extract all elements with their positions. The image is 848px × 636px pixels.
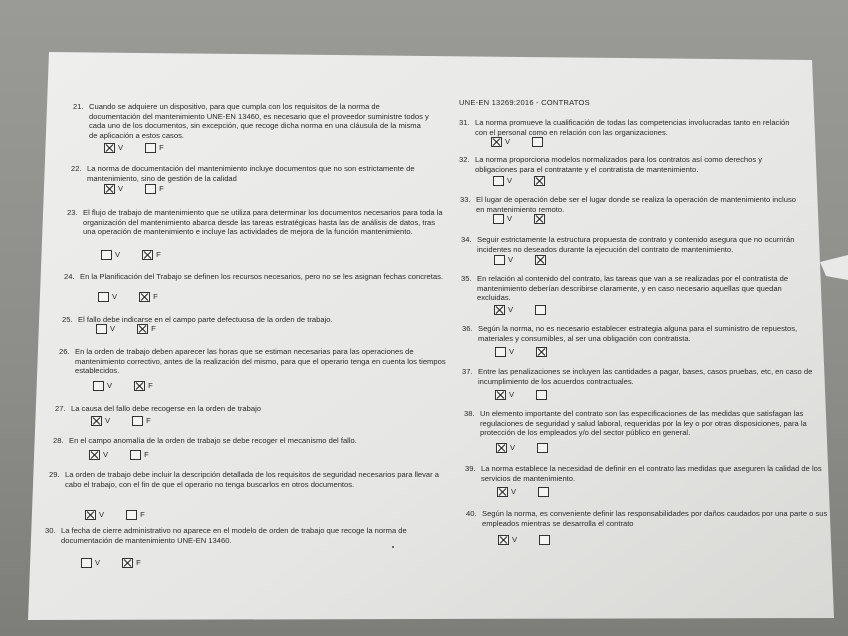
true-option-label: V (107, 381, 113, 390)
checked-checkbox[interactable] (89, 450, 100, 460)
true-option[interactable] (498, 535, 517, 545)
question-26 (59, 347, 447, 376)
question-text: En la Planificación del Trabajo se definen los recursos necesarios, pero no se les asignan fechas concretas. (80, 272, 444, 281)
false-option[interactable] (145, 143, 164, 153)
answer-options (495, 347, 572, 357)
checkbox[interactable] (493, 214, 504, 224)
false-option-label: F (159, 184, 164, 193)
answer-options (497, 487, 574, 497)
answer-options (496, 443, 573, 453)
true-option-label: V (105, 416, 111, 425)
question-number: 35. (461, 274, 472, 283)
checked-checkbox[interactable] (497, 487, 508, 497)
checkbox[interactable] (539, 535, 550, 545)
question-text: La fecha de cierre administrativo no aparece en el modelo de orden de trabajo que recoge la norma de documentación de mantenimiento UNE-EN 13460. (61, 526, 407, 545)
answer-options (494, 305, 571, 315)
checked-checkbox[interactable] (104, 143, 115, 153)
question-38 (464, 409, 826, 438)
true-option[interactable] (98, 292, 117, 302)
question-text: El lugar de operación debe ser el lugar donde se realiza la operación de mantenimiento incluso en mantenimiento remoto. (476, 195, 796, 214)
true-option[interactable] (491, 137, 510, 147)
question-text: Cuando se adquiere un dispositivo, para que cumpla con los requisitos de la norma de documentación del mantenimiento UNE-EN 13460, es necesario que el proveedor suministre todos y cada uno de los documentos, sin excepción, que recoge dicha norma en una cláusula de la misma de aplicación a estos casos. (89, 102, 429, 140)
checkbox[interactable] (535, 305, 546, 315)
question-text: La norma establece la necesidad de definir en el contrato las medidas que aseguren la calidad de los servicios de mantenimiento. (481, 464, 822, 483)
checked-checkbox[interactable] (495, 390, 506, 400)
question-text: La norma proporciona modelos normalizados para los contratos así como derechos y obligaciones para el contratante y el contratista de mantenimiento. (475, 155, 763, 174)
checked-checkbox[interactable] (91, 416, 102, 426)
checkbox[interactable] (132, 416, 143, 426)
checkbox[interactable] (96, 324, 107, 334)
question-31 (459, 118, 801, 137)
false-option[interactable] (538, 487, 552, 497)
true-option[interactable] (104, 143, 123, 153)
checkbox[interactable] (145, 143, 156, 153)
true-option-label: V (509, 347, 515, 356)
true-option[interactable] (494, 255, 513, 265)
true-option-label: V (99, 510, 105, 519)
checkbox[interactable] (536, 390, 547, 400)
answer-options (89, 450, 171, 460)
false-option-label: F (136, 558, 141, 567)
false-option-label: F (151, 324, 156, 333)
false-option-label: F (153, 292, 158, 301)
checkbox[interactable] (495, 347, 506, 357)
checked-checkbox[interactable] (534, 176, 545, 186)
checked-checkbox[interactable] (496, 443, 507, 453)
question-37 (462, 367, 822, 386)
false-option[interactable] (134, 381, 153, 391)
question-36 (462, 324, 818, 343)
true-option-label: V (112, 292, 118, 301)
answer-options (493, 176, 570, 186)
true-option-label: V (510, 443, 516, 452)
checked-checkbox[interactable] (491, 137, 502, 147)
question-22 (71, 164, 442, 183)
question-number: 40. (466, 509, 477, 518)
answer-options (498, 535, 575, 545)
question-text: En relación al contenido del contrato, las tareas que van a se realizadas por el contratista de mantenimiento deberían describirse claramente, y en caso necesario aquellas que quedan excluidas. (477, 274, 789, 303)
checked-checkbox[interactable] (85, 510, 96, 520)
checked-checkbox[interactable] (139, 292, 150, 302)
question-number: 26. (59, 347, 70, 356)
checked-checkbox[interactable] (137, 324, 148, 334)
question-text: La norma promueve la cualificación de todas las competencias involucradas tanto en relación con el personal como en relación con las organizaciones. (475, 118, 790, 137)
false-option[interactable] (139, 292, 158, 302)
checkbox[interactable] (538, 487, 549, 497)
pen-dot (392, 546, 394, 548)
false-option[interactable] (126, 510, 145, 520)
checkbox[interactable] (101, 250, 112, 260)
true-option-label: V (507, 176, 513, 185)
question-text: La causa del fallo debe recogerse en la orden de trabajo (71, 404, 261, 413)
true-option[interactable] (493, 214, 512, 224)
question-text: Un elemento importante del contrato son las especificaciones de las medidas que satisfagan las regulaciones de seguridad y salud laboral, requeridas por la ley o por otras disposiciones, para la protección de los empleados y/o del sector público en general. (480, 409, 807, 438)
checkbox[interactable] (126, 510, 137, 520)
true-option[interactable] (496, 443, 515, 453)
question-number: 25. (62, 315, 73, 324)
question-number: 34. (461, 235, 472, 244)
true-option-label: V (103, 450, 109, 459)
question-29 (49, 470, 449, 489)
question-23 (67, 208, 445, 237)
answer-options (101, 250, 183, 260)
false-option[interactable] (122, 558, 141, 568)
false-option[interactable] (534, 214, 548, 224)
true-option[interactable] (493, 176, 512, 186)
true-option[interactable] (104, 184, 123, 194)
question-text: La orden de trabajo debe incluir la descripción detallada de los requisitos de seguridad necesarios para llevar a cabo el trabajo, con el fin de que el operario no tenga buscarlos en otros documentos. (65, 470, 440, 489)
checkbox[interactable] (532, 137, 543, 147)
false-option[interactable] (132, 416, 151, 426)
question-39 (465, 464, 829, 483)
true-option-label: V (508, 255, 514, 264)
true-option-label: V (118, 184, 124, 193)
question-number: 27. (55, 404, 66, 413)
question-text: En la orden de trabajo deben aparecer las horas que se estiman necesarias para las operaciones de mantenimiento correctivo, antes de la realización del mismo, para que el operario tenga en cuenta los tiempos establecidos. (75, 347, 446, 376)
question-number: 24. (64, 272, 75, 281)
false-option-label: F (140, 510, 145, 519)
question-number: 30. (45, 526, 56, 535)
question-number: 36. (462, 324, 473, 333)
answer-options (81, 558, 163, 568)
true-option[interactable] (495, 390, 514, 400)
document-header: UNE-EN 13269:2016 - CONTRATOS (459, 98, 590, 107)
false-option[interactable] (145, 184, 164, 194)
question-33 (460, 195, 806, 214)
answer-options (91, 416, 173, 426)
question-text: El flujo de trabajo de mantenimiento que se utiliza para determinar los documentos necesarios para toda la organización del mantenimiento abarca desde las tareas estratégicas hasta las de análisis de datos, tras una operación de mantenimiento e incluye las actividades de mejora de la función mantenimiento. (83, 208, 443, 237)
true-option[interactable] (93, 381, 112, 391)
question-number: 31. (459, 118, 470, 127)
question-number: 38. (464, 409, 475, 418)
question-30 (45, 526, 451, 545)
question-number: 22. (71, 164, 82, 173)
true-option-label: V (110, 324, 116, 333)
question-text: Entre las penalizaciones se incluyen las cantidades a pagar, bases, casos pruebas, etc, en caso de incumplimiento de los acuerdos contractuales. (478, 367, 813, 386)
false-option-label: F (144, 450, 149, 459)
question-text: Seguir estrictamente la estructura propuesta de contrato y contenido asegura que no ocurrirán incidentes no deseados durante la ejecución del contrato de mantenimiento. (477, 235, 795, 254)
checkbox[interactable] (494, 255, 505, 265)
true-option-label: V (95, 558, 101, 567)
true-option[interactable] (89, 450, 108, 460)
true-option-label: V (512, 535, 518, 544)
question-number: 21. (73, 102, 84, 111)
question-text: La norma de documentación del mantenimiento incluye documentos que no son estrictamente de mantenimiento, sino de gestión de la calidad (87, 164, 415, 183)
checkbox[interactable] (537, 443, 548, 453)
checkbox[interactable] (130, 450, 141, 460)
answer-options (104, 184, 186, 194)
true-option[interactable] (91, 416, 110, 426)
false-option[interactable] (137, 324, 156, 334)
question-number: 33. (460, 195, 471, 204)
question-text: Según la norma, no es necesario establecer estrategia alguna para el suministro de repuestos, materiales y consumibles, al ser una obligación con contratista. (478, 324, 798, 343)
true-option-label: V (507, 214, 513, 223)
false-option[interactable] (539, 535, 553, 545)
checkbox[interactable] (81, 558, 92, 568)
checkbox[interactable] (93, 381, 104, 391)
question-text: El fallo debe indicarse en el campo parte defectuosa de la orden de trabajo. (78, 315, 333, 324)
checked-checkbox[interactable] (535, 255, 546, 265)
answer-options (104, 143, 186, 153)
true-option-label: V (115, 250, 121, 259)
false-option[interactable] (130, 450, 149, 460)
question-number: 29. (49, 470, 60, 479)
question-32 (459, 155, 803, 174)
true-option-label: V (505, 137, 511, 146)
checkbox[interactable] (98, 292, 109, 302)
false-option[interactable] (142, 250, 161, 260)
false-option[interactable] (535, 255, 549, 265)
answer-options (93, 381, 175, 391)
checked-checkbox[interactable] (498, 535, 509, 545)
answer-options (96, 324, 178, 334)
question-number: 32. (459, 155, 470, 164)
true-option[interactable] (497, 487, 516, 497)
answer-options (85, 510, 167, 520)
answer-options (491, 137, 568, 147)
question-number: 37. (462, 367, 473, 376)
false-option[interactable] (537, 443, 551, 453)
question-number: 23. (67, 208, 78, 217)
question-28 (53, 436, 447, 446)
true-option[interactable] (495, 347, 514, 357)
true-option-label: V (508, 305, 514, 314)
false-option[interactable] (536, 390, 550, 400)
question-40 (466, 509, 832, 528)
checkbox[interactable] (493, 176, 504, 186)
true-option[interactable] (494, 305, 513, 315)
question-number: 39. (465, 464, 476, 473)
true-option[interactable] (85, 510, 104, 520)
question-text: En el campo anomalía de la orden de trabajo se debe recoger el mecanismo del fallo. (69, 436, 357, 445)
checked-checkbox[interactable] (142, 250, 153, 260)
false-option-label: F (156, 250, 161, 259)
question-35 (461, 274, 815, 303)
checked-checkbox[interactable] (534, 214, 545, 224)
checkbox[interactable] (145, 184, 156, 194)
true-option-label: V (509, 390, 515, 399)
false-option[interactable] (535, 305, 549, 315)
answer-options (495, 390, 572, 400)
question-21 (73, 102, 431, 140)
false-option-label: F (146, 416, 151, 425)
checked-checkbox[interactable] (122, 558, 133, 568)
true-option[interactable] (101, 250, 120, 260)
false-option-label: F (159, 143, 164, 152)
question-27 (55, 404, 441, 414)
true-option[interactable] (96, 324, 115, 334)
checked-checkbox[interactable] (134, 381, 145, 391)
true-option-label: V (511, 487, 517, 496)
true-option[interactable] (81, 558, 100, 568)
false-option[interactable] (532, 137, 546, 147)
checked-checkbox[interactable] (104, 184, 115, 194)
question-number: 28. (53, 436, 64, 445)
true-option-label: V (118, 143, 124, 152)
false-option[interactable] (534, 176, 548, 186)
false-option[interactable] (536, 347, 550, 357)
checked-checkbox[interactable] (536, 347, 547, 357)
false-option-label: F (148, 381, 153, 390)
answer-options (98, 292, 180, 302)
question-text: Según la norma, es conveniente definir las responsabilidades por daños caudados por una parte o sus empleados mientras se desarrolla el contrato (482, 509, 828, 528)
question-24 (64, 272, 444, 282)
answer-options (494, 255, 571, 265)
answer-options (493, 214, 570, 224)
question-34 (461, 235, 810, 254)
checked-checkbox[interactable] (494, 305, 505, 315)
